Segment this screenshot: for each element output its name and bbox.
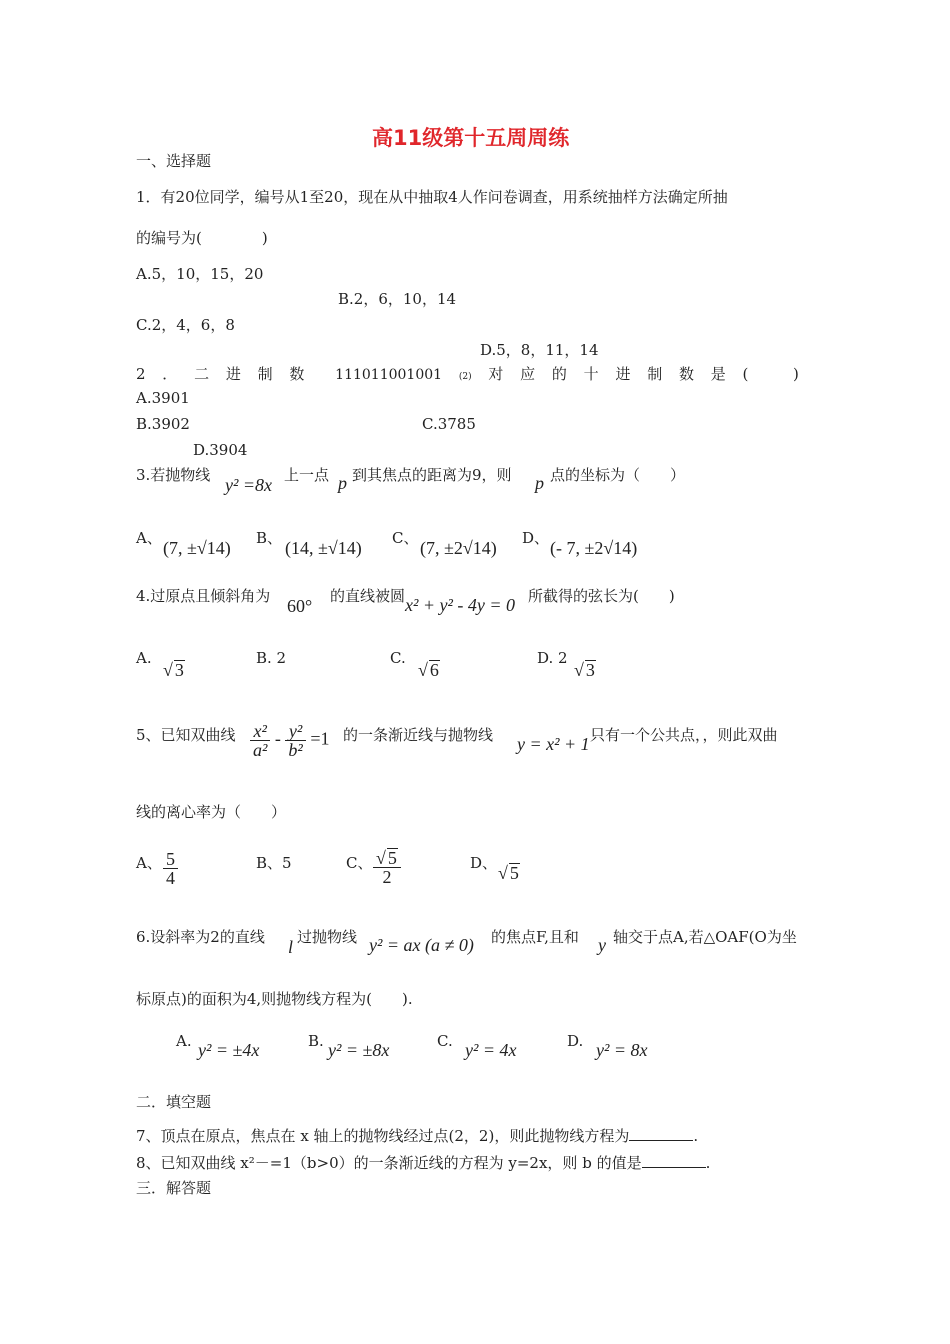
- q5-option-d-radicand: 5: [509, 863, 519, 883]
- q5-option-b: B、5: [256, 854, 292, 872]
- q3-option-b-label: B、: [256, 529, 283, 547]
- q5-option-c-fraction: [373, 848, 401, 886]
- q6-text-1: 6.设斜率为2的直线: [136, 928, 265, 946]
- section-fill-heading: 二．填空题: [136, 1093, 212, 1111]
- q4-option-a-value: √ 3: [163, 660, 184, 680]
- q2-close-paren: ): [793, 365, 799, 383]
- page-title: 高11级第十五周周练: [372, 126, 570, 150]
- q5-stem-line2: 线的离心率为（ ）: [136, 803, 287, 821]
- q6-option-b-label: B.: [308, 1032, 324, 1050]
- q3-option-a-value: (7, ±√14): [163, 538, 231, 558]
- q4-circle-equation: x² + y² - 4y = 0: [405, 595, 516, 615]
- q1-stem-line2: 的编号为( ): [136, 229, 268, 247]
- q5-fraction-x: [250, 722, 270, 759]
- q5-frac-y-num: y²: [285, 722, 305, 741]
- section-choice-heading: 一、选择题: [136, 152, 212, 170]
- q5-option-a-den: 4: [166, 868, 175, 888]
- q6-text-2: 过抛物线: [297, 928, 358, 946]
- q4-option-b: B. 2: [256, 649, 287, 667]
- q2-base: (2): [458, 372, 472, 382]
- q8-text: 8、已知双曲线 x²－=1（b>0）的一条渐近线的方程为 y=2x，则 b 的值是: [136, 1154, 642, 1172]
- q6-parabola-equation: y² = ax (a ≠ 0): [369, 935, 474, 955]
- q4-option-d-value: √ 3: [574, 660, 595, 680]
- q8-end: .: [705, 1154, 711, 1172]
- q5-frac-x-num: x²: [250, 722, 270, 741]
- q6-option-d-label: D.: [567, 1032, 584, 1050]
- q2-suffix: 对 应 的 十 进 制 数 是 (: [488, 365, 749, 383]
- q7-text: 7、顶点在原点，焦点在 x 轴上的抛物线经过点(2，2)，则此抛物线方程为: [136, 1127, 630, 1145]
- q5-frac-x-den: a²: [253, 740, 268, 760]
- q2-stem: [136, 367, 748, 382]
- q3-text-4: 点的坐标为（ ）: [550, 466, 686, 484]
- q1-option-c: C.2，4，6，8: [136, 316, 235, 334]
- q5-text-1: 5、已知双曲线: [136, 726, 236, 744]
- q5-hyperbola-equation: [250, 722, 329, 759]
- q6-y-axis: y: [598, 935, 606, 955]
- q4-option-c-label: C.: [390, 649, 406, 667]
- q6-option-a-label: A.: [176, 1032, 192, 1050]
- q5-option-d-label: D、: [470, 854, 498, 872]
- q6-option-d-value: y² = 8x: [596, 1040, 648, 1060]
- q1-stem-line1: 1．有20位同学，编号从1至20，现在从中抽取4人作问卷调查，用系统抽样方法确定所抽: [136, 188, 728, 206]
- q3-text-1: 3.若抛物线: [136, 466, 211, 484]
- q6-option-c-label: C.: [437, 1032, 453, 1050]
- q5-frac-y-den: b²: [288, 740, 303, 760]
- q3-text-2: 上一点: [284, 466, 330, 484]
- q5-option-a-num: 5: [163, 850, 178, 869]
- section-answer-heading: 三．解答题: [136, 1179, 212, 1197]
- q4-option-c-value: √ 6: [418, 660, 439, 680]
- q1-option-a: A.5，10，15，20: [136, 265, 264, 283]
- q4-option-d-radicand: 3: [585, 660, 595, 680]
- q5-option-c-radicand: 5: [387, 848, 397, 868]
- q5-parabola-equation: y = x² + 1: [517, 734, 590, 754]
- q5-option-d-value: √ 5: [498, 863, 519, 883]
- q2-option-a: A.3901: [136, 389, 190, 407]
- q5-text-2: 的一条渐近线与抛物线: [343, 726, 494, 744]
- q5-option-c-label: C、: [346, 854, 373, 872]
- q5-option-a-fraction: [163, 850, 178, 887]
- q2-prefix: 2 ． 二 进 制 数: [136, 365, 305, 383]
- q8-answer-blank[interactable]: [642, 1154, 706, 1168]
- q3-point-p-2: p: [535, 473, 544, 493]
- q2-option-c: C.3785: [422, 415, 476, 433]
- q4-option-a-radicand: 3: [174, 660, 184, 680]
- q5-option-a-label: A、: [136, 854, 162, 872]
- q5-option-a-value: [163, 850, 178, 887]
- q4-text-3: 所截得的弦长为( ): [528, 587, 675, 605]
- q7-answer-blank[interactable]: [629, 1127, 693, 1141]
- q5-fraction-y: [285, 722, 305, 759]
- q3-equation: y² =8x: [225, 475, 273, 495]
- q3-option-c-label: C、: [392, 529, 419, 547]
- q4-angle: 60°: [287, 596, 313, 616]
- q5-text-3: 只有一个公共点，，则此双曲: [590, 726, 778, 744]
- q8-stem: [136, 1154, 710, 1171]
- q4-text-1: 4.过原点且倾斜角为: [136, 587, 271, 605]
- q6-option-a-value: y² = ±4x: [198, 1040, 260, 1060]
- q6-text-4: 轴交于点A,若△OAF(O为坐: [613, 928, 797, 946]
- q1-option-d: D.5，8，11，14: [480, 341, 599, 359]
- q3-text-3: 到其焦点的距离为9，则: [352, 466, 512, 484]
- q2-binary-number: 111011001001: [335, 367, 443, 383]
- q1-option-b: B.2，6，10，14: [338, 290, 457, 308]
- q3-option-c-value: (7, ±2√14): [420, 538, 497, 558]
- q2-option-d: D.3904: [193, 441, 248, 459]
- q7-end: .: [693, 1127, 699, 1145]
- q6-line-l: l: [288, 937, 294, 957]
- q5-equals-one: =1: [310, 728, 330, 749]
- q5-option-c-value: [373, 848, 401, 886]
- q5-minus: -: [274, 728, 281, 749]
- q6-stem-line2: 标原点)的面积为4,则抛物线方程为( ).: [136, 990, 413, 1008]
- q3-option-a-label: A、: [136, 529, 162, 547]
- q4-option-a-label: A.: [136, 649, 152, 667]
- q2-option-b: B.3902: [136, 415, 190, 433]
- q3-option-d-value: (- 7, ±2√14): [550, 538, 638, 558]
- q7-stem: [136, 1127, 698, 1144]
- q5-option-c-den: 2: [382, 867, 392, 887]
- q6-option-c-value: y² = 4x: [465, 1040, 517, 1060]
- q3-option-d-label: D、: [522, 529, 550, 547]
- q6-option-b-value: y² = ±8x: [328, 1040, 390, 1060]
- q4-option-d-label: D. 2: [537, 649, 568, 667]
- q6-text-3: 的焦点F,且和: [491, 928, 579, 946]
- q3-point-p: p: [338, 473, 347, 493]
- q4-option-c-radicand: 6: [429, 660, 439, 680]
- q3-option-b-value: (14, ±√14): [285, 538, 362, 558]
- q5-option-c-num: √ 5: [373, 848, 401, 868]
- q4-text-2: 的直线被圆: [330, 587, 406, 605]
